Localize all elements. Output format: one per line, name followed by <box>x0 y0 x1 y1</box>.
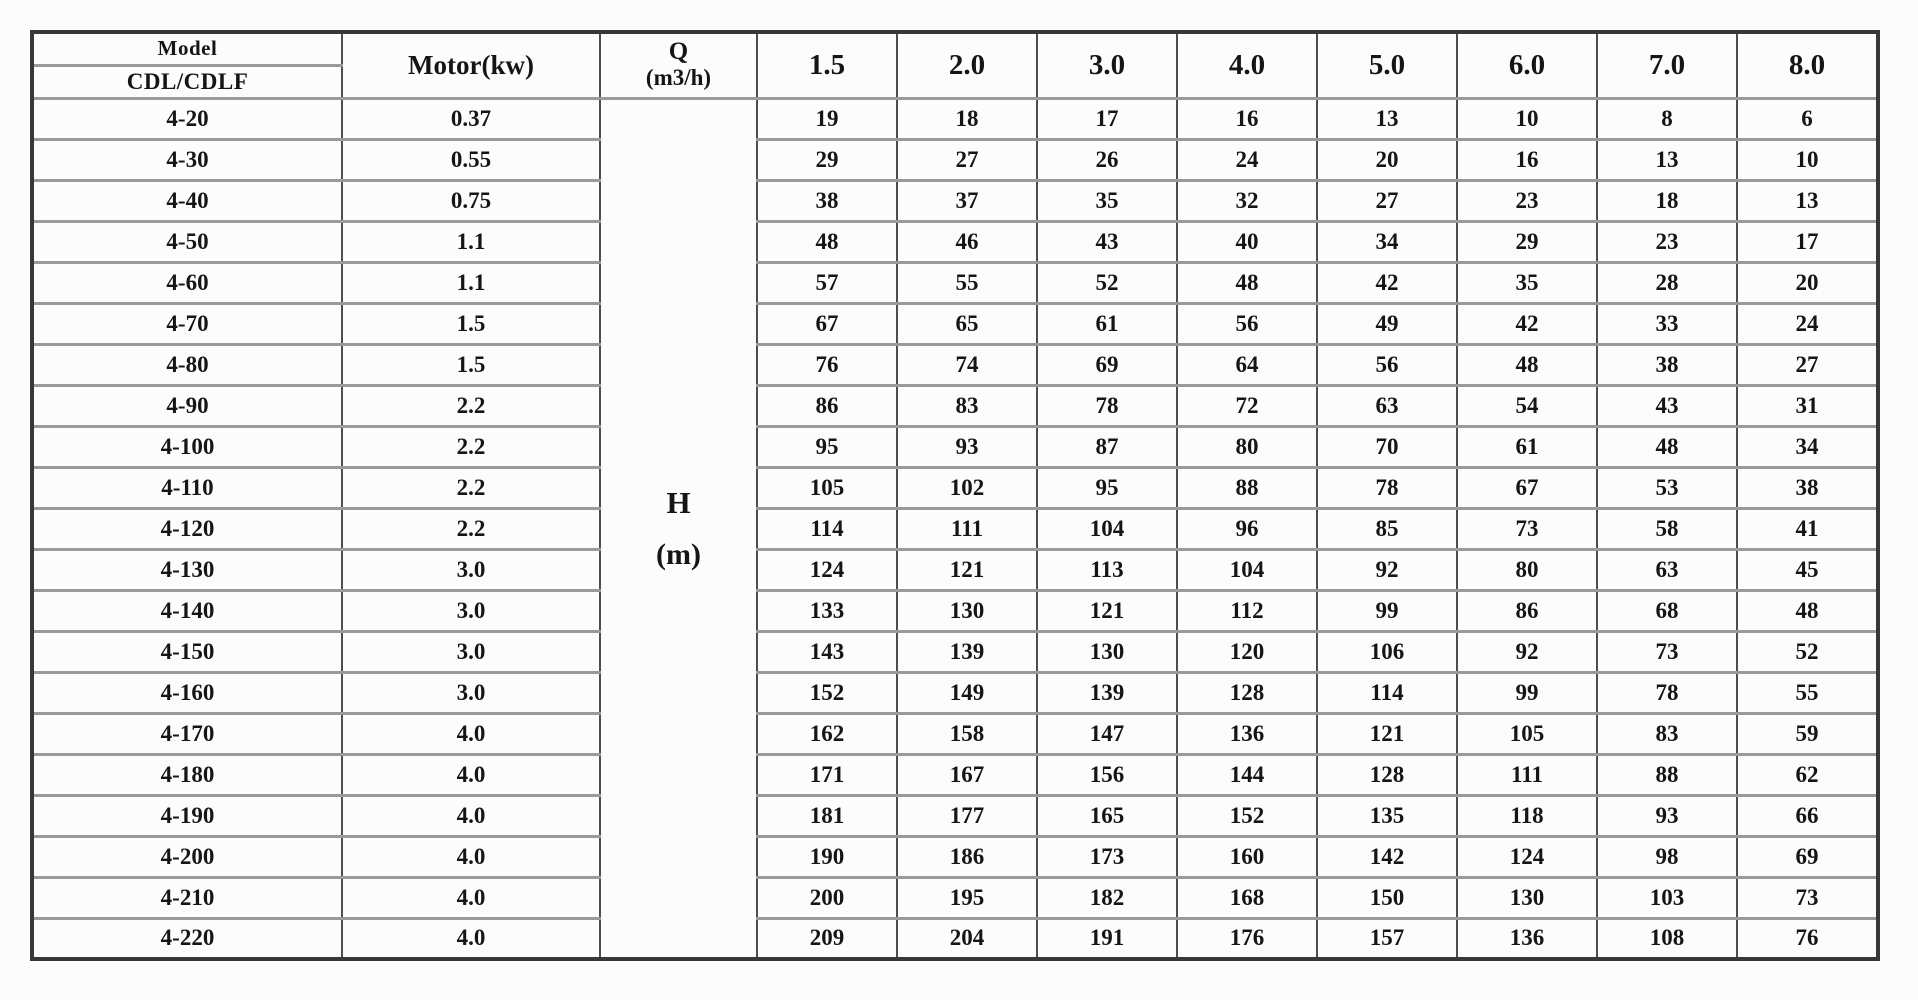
table-row <box>32 385 1878 426</box>
table-row <box>32 180 1878 221</box>
head-cell: 72 <box>1177 385 1317 426</box>
head-cell: 152 <box>1177 795 1317 836</box>
head-cell: 41 <box>1737 508 1878 549</box>
head-cell: 80 <box>1177 426 1317 467</box>
head-cell: 38 <box>757 180 897 221</box>
head-cell: 73 <box>1737 877 1878 918</box>
motor-cell: 1.5 <box>342 303 600 344</box>
head-cell: 92 <box>1457 631 1597 672</box>
head-cell: 56 <box>1177 303 1317 344</box>
head-cell: 53 <box>1597 467 1737 508</box>
head-cell: 165 <box>1037 795 1177 836</box>
head-cell: 65 <box>897 303 1037 344</box>
head-cell: 66 <box>1737 795 1878 836</box>
head-cell: 124 <box>757 549 897 590</box>
head-cell: 136 <box>1457 918 1597 959</box>
head-cell: 108 <box>1597 918 1737 959</box>
head-cell: 54 <box>1457 385 1597 426</box>
head-cell: 8 <box>1597 98 1737 139</box>
header-row-top <box>32 32 1878 65</box>
head-cell: 167 <box>897 754 1037 795</box>
table-header <box>32 32 1878 98</box>
head-cell: 93 <box>1597 795 1737 836</box>
head-cell: 76 <box>1737 918 1878 959</box>
head-cell: 64 <box>1177 344 1317 385</box>
head-cell: 104 <box>1037 508 1177 549</box>
head-cell: 63 <box>1597 549 1737 590</box>
head-cell: 73 <box>1457 508 1597 549</box>
head-cell: 162 <box>757 713 897 754</box>
head-cell: 99 <box>1457 672 1597 713</box>
table-row <box>32 631 1878 672</box>
head-cell: 52 <box>1737 631 1878 672</box>
head-cell: 124 <box>1457 836 1597 877</box>
head-cell: 121 <box>1037 590 1177 631</box>
head-cell: 78 <box>1317 467 1457 508</box>
head-cell: 69 <box>1037 344 1177 385</box>
head-cell: 27 <box>1317 180 1457 221</box>
model-cell: 4-30 <box>32 139 342 180</box>
head-cell: 135 <box>1317 795 1457 836</box>
head-cell: 78 <box>1597 672 1737 713</box>
head-cell: 70 <box>1317 426 1457 467</box>
head-cell: 18 <box>1597 180 1737 221</box>
head-cell: 150 <box>1317 877 1457 918</box>
head-cell: 13 <box>1737 180 1878 221</box>
head-cell: 23 <box>1457 180 1597 221</box>
head-cell: 78 <box>1037 385 1177 426</box>
flow-column-header: 4.0 <box>1177 32 1317 98</box>
head-cell: 111 <box>1457 754 1597 795</box>
motor-cell: 2.2 <box>342 508 600 549</box>
head-cell: 128 <box>1177 672 1317 713</box>
head-cell: 17 <box>1037 98 1177 139</box>
head-cell: 20 <box>1317 139 1457 180</box>
model-cell: 4-180 <box>32 754 342 795</box>
motor-cell: 0.55 <box>342 139 600 180</box>
motor-cell: 3.0 <box>342 672 600 713</box>
head-cell: 120 <box>1177 631 1317 672</box>
motor-cell: 2.2 <box>342 467 600 508</box>
head-cell: 63 <box>1317 385 1457 426</box>
head-cell: 38 <box>1737 467 1878 508</box>
flow-header <box>600 32 757 98</box>
motor-cell: 3.0 <box>342 590 600 631</box>
model-cell: 4-50 <box>32 221 342 262</box>
head-cell: 143 <box>757 631 897 672</box>
head-cell: 83 <box>897 385 1037 426</box>
head-cell: 23 <box>1597 221 1737 262</box>
head-cell: 139 <box>897 631 1037 672</box>
head-cell: 85 <box>1317 508 1457 549</box>
head-cell: 73 <box>1597 631 1737 672</box>
head-cell: 19 <box>757 98 897 139</box>
head-cell: 158 <box>897 713 1037 754</box>
head-cell: 59 <box>1737 713 1878 754</box>
head-cell: 27 <box>897 139 1037 180</box>
motor-cell: 1.1 <box>342 262 600 303</box>
model-cell: 4-140 <box>32 590 342 631</box>
head-cell: 24 <box>1737 303 1878 344</box>
head-cell: 52 <box>1037 262 1177 303</box>
model-cell: 4-160 <box>32 672 342 713</box>
head-cell: 27 <box>1737 344 1878 385</box>
head-cell: 80 <box>1457 549 1597 590</box>
head-cell: 104 <box>1177 549 1317 590</box>
motor-cell: 4.0 <box>342 795 600 836</box>
head-cell: 121 <box>897 549 1037 590</box>
head-cell: 24 <box>1177 139 1317 180</box>
head-cell: 152 <box>757 672 897 713</box>
model-cell: 4-20 <box>32 98 342 139</box>
motor-cell: 2.2 <box>342 426 600 467</box>
head-cell: 86 <box>757 385 897 426</box>
head-cell: 99 <box>1317 590 1457 631</box>
head-cell: 86 <box>1457 590 1597 631</box>
flow-column-header: 7.0 <box>1597 32 1737 98</box>
table-row <box>32 303 1878 344</box>
model-cell: 4-130 <box>32 549 342 590</box>
model-cell: 4-150 <box>32 631 342 672</box>
head-cell: 48 <box>1737 590 1878 631</box>
model-cell: 4-90 <box>32 385 342 426</box>
flow-column-header: 2.0 <box>897 32 1037 98</box>
table-row <box>32 426 1878 467</box>
head-cell: 113 <box>1037 549 1177 590</box>
head-cell: 88 <box>1177 467 1317 508</box>
flow-unit: (m3/h) <box>645 65 712 91</box>
datasheet-page <box>30 30 1880 961</box>
head-cell: 67 <box>757 303 897 344</box>
table-row <box>32 754 1878 795</box>
head-cell: 157 <box>1317 918 1457 959</box>
head-cell: 61 <box>1037 303 1177 344</box>
motor-cell: 3.0 <box>342 549 600 590</box>
head-unit-cell <box>600 98 757 959</box>
motor-cell: 4.0 <box>342 836 600 877</box>
head-cell: 37 <box>897 180 1037 221</box>
head-cell: 67 <box>1457 467 1597 508</box>
head-cell: 156 <box>1037 754 1177 795</box>
table-row <box>32 139 1878 180</box>
model-header-series: CDL/CDLF <box>32 65 342 98</box>
head-cell: 55 <box>897 262 1037 303</box>
head-cell: 176 <box>1177 918 1317 959</box>
motor-cell: 1.1 <box>342 221 600 262</box>
head-cell: 35 <box>1457 262 1597 303</box>
motor-header: Motor(kw) <box>342 32 600 98</box>
head-cell: 173 <box>1037 836 1177 877</box>
head-cell: 76 <box>757 344 897 385</box>
table-row <box>32 918 1878 959</box>
head-cell: 92 <box>1317 549 1457 590</box>
table-row <box>32 672 1878 713</box>
model-cell: 4-170 <box>32 713 342 754</box>
head-cell: 62 <box>1737 754 1878 795</box>
head-cell: 191 <box>1037 918 1177 959</box>
model-cell: 4-80 <box>32 344 342 385</box>
model-cell: 4-200 <box>32 836 342 877</box>
head-cell: 31 <box>1737 385 1878 426</box>
table-row <box>32 262 1878 303</box>
head-cell: 98 <box>1597 836 1737 877</box>
table-row <box>32 549 1878 590</box>
model-cell: 4-210 <box>32 877 342 918</box>
head-cell: 69 <box>1737 836 1878 877</box>
table-row <box>32 221 1878 262</box>
motor-cell: 2.2 <box>342 385 600 426</box>
head-cell: 95 <box>757 426 897 467</box>
model-cell: 4-190 <box>32 795 342 836</box>
model-cell: 4-220 <box>32 918 342 959</box>
head-cell: 142 <box>1317 836 1457 877</box>
head-cell: 55 <box>1737 672 1878 713</box>
head-cell: 42 <box>1317 262 1457 303</box>
head-cell: 111 <box>897 508 1037 549</box>
head-cell: 114 <box>1317 672 1457 713</box>
head-cell: 29 <box>757 139 897 180</box>
motor-cell: 0.37 <box>342 98 600 139</box>
model-cell: 4-110 <box>32 467 342 508</box>
head-cell: 58 <box>1597 508 1737 549</box>
table-row <box>32 98 1878 139</box>
motor-cell: 1.5 <box>342 344 600 385</box>
head-cell: 34 <box>1317 221 1457 262</box>
table-row <box>32 590 1878 631</box>
table-row <box>32 713 1878 754</box>
head-cell: 43 <box>1037 221 1177 262</box>
head-cell: 181 <box>757 795 897 836</box>
head-cell: 74 <box>897 344 1037 385</box>
head-cell: 43 <box>1597 385 1737 426</box>
model-cell: 4-60 <box>32 262 342 303</box>
head-cell: 168 <box>1177 877 1317 918</box>
head-cell: 16 <box>1457 139 1597 180</box>
head-cell: 182 <box>1037 877 1177 918</box>
model-header-title: Model <box>157 36 218 61</box>
table-body <box>32 98 1878 959</box>
head-cell: 190 <box>757 836 897 877</box>
head-cell: 38 <box>1597 344 1737 385</box>
head-cell: 56 <box>1317 344 1457 385</box>
head-cell: 49 <box>1317 303 1457 344</box>
head-cell: 204 <box>897 918 1037 959</box>
head-cell: 10 <box>1457 98 1597 139</box>
head-cell: 88 <box>1597 754 1737 795</box>
head-cell: 105 <box>757 467 897 508</box>
head-unit: (m) <box>656 537 701 571</box>
motor-cell: 0.75 <box>342 180 600 221</box>
motor-cell: 4.0 <box>342 713 600 754</box>
table-row <box>32 877 1878 918</box>
model-cell: 4-120 <box>32 508 342 549</box>
motor-cell: 3.0 <box>342 631 600 672</box>
head-cell: 144 <box>1177 754 1317 795</box>
head-cell: 209 <box>757 918 897 959</box>
head-cell: 29 <box>1457 221 1597 262</box>
motor-cell: 4.0 <box>342 754 600 795</box>
head-cell: 102 <box>897 467 1037 508</box>
head-cell: 139 <box>1037 672 1177 713</box>
head-cell: 26 <box>1037 139 1177 180</box>
head-cell: 95 <box>1037 467 1177 508</box>
head-cell: 40 <box>1177 221 1317 262</box>
head-cell: 48 <box>1457 344 1597 385</box>
head-cell: 48 <box>757 221 897 262</box>
head-cell: 45 <box>1737 549 1878 590</box>
head-cell: 133 <box>757 590 897 631</box>
head-cell: 103 <box>1597 877 1737 918</box>
flow-column-header: 5.0 <box>1317 32 1457 98</box>
model-cell: 4-100 <box>32 426 342 467</box>
pump-head-table <box>30 30 1880 961</box>
head-cell: 28 <box>1597 262 1737 303</box>
head-cell: 83 <box>1597 713 1737 754</box>
head-cell: 32 <box>1177 180 1317 221</box>
motor-cell: 4.0 <box>342 918 600 959</box>
head-cell: 57 <box>757 262 897 303</box>
head-cell: 186 <box>897 836 1037 877</box>
head-cell: 33 <box>1597 303 1737 344</box>
head-cell: 121 <box>1317 713 1457 754</box>
model-cell: 4-40 <box>32 180 342 221</box>
head-cell: 48 <box>1177 262 1317 303</box>
head-cell: 42 <box>1457 303 1597 344</box>
head-cell: 130 <box>1457 877 1597 918</box>
head-cell: 130 <box>897 590 1037 631</box>
head-cell: 105 <box>1457 713 1597 754</box>
head-cell: 34 <box>1737 426 1878 467</box>
head-cell: 46 <box>897 221 1037 262</box>
head-cell: 149 <box>897 672 1037 713</box>
head-cell: 177 <box>897 795 1037 836</box>
head-cell: 35 <box>1037 180 1177 221</box>
head-symbol: H <box>666 484 691 520</box>
head-cell: 61 <box>1457 426 1597 467</box>
head-cell: 48 <box>1597 426 1737 467</box>
head-cell: 195 <box>897 877 1037 918</box>
table-row <box>32 795 1878 836</box>
head-cell: 147 <box>1037 713 1177 754</box>
head-cell: 200 <box>757 877 897 918</box>
motor-cell: 4.0 <box>342 877 600 918</box>
head-cell: 171 <box>757 754 897 795</box>
head-cell: 96 <box>1177 508 1317 549</box>
flow-column-header: 1.5 <box>757 32 897 98</box>
table-row <box>32 508 1878 549</box>
head-cell: 20 <box>1737 262 1878 303</box>
head-cell: 6 <box>1737 98 1878 139</box>
head-cell: 118 <box>1457 795 1597 836</box>
flow-symbol: Q <box>668 38 689 65</box>
head-cell: 17 <box>1737 221 1878 262</box>
head-cell: 128 <box>1317 754 1457 795</box>
model-cell: 4-70 <box>32 303 342 344</box>
head-cell: 130 <box>1037 631 1177 672</box>
head-cell: 106 <box>1317 631 1457 672</box>
head-cell: 10 <box>1737 139 1878 180</box>
table-row <box>32 836 1878 877</box>
head-cell: 93 <box>897 426 1037 467</box>
head-cell: 114 <box>757 508 897 549</box>
head-cell: 18 <box>897 98 1037 139</box>
head-cell: 68 <box>1597 590 1737 631</box>
head-cell: 13 <box>1597 139 1737 180</box>
head-cell: 13 <box>1317 98 1457 139</box>
flow-column-header: 3.0 <box>1037 32 1177 98</box>
head-cell: 16 <box>1177 98 1317 139</box>
flow-column-header: 8.0 <box>1737 32 1878 98</box>
head-cell: 160 <box>1177 836 1317 877</box>
table-row <box>32 344 1878 385</box>
head-cell: 136 <box>1177 713 1317 754</box>
table-row <box>32 467 1878 508</box>
flow-column-header: 6.0 <box>1457 32 1597 98</box>
head-cell: 87 <box>1037 426 1177 467</box>
head-cell: 112 <box>1177 590 1317 631</box>
